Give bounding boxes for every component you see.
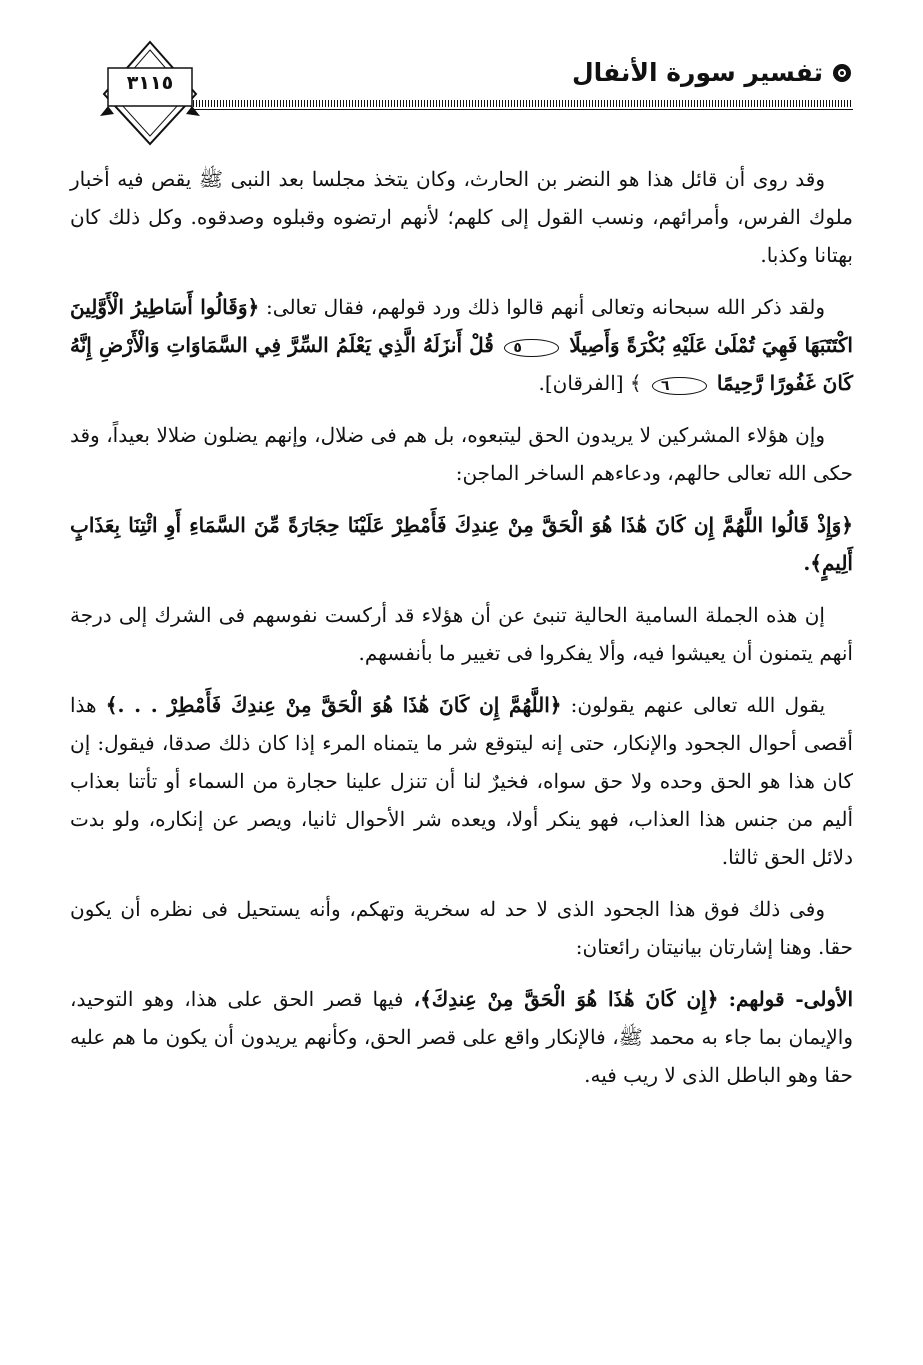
flower-ornament-icon bbox=[831, 62, 853, 84]
quran-inline-2: ﴿إِن كَانَ هَٰذَا هُوَ الْحَقَّ مِنْ عِندِكَ﴾، bbox=[413, 987, 719, 1011]
header-rule-thin bbox=[190, 109, 853, 110]
paragraph-3: وإن هؤلاء المشركين لا يريدون الحق ليتبعوه، بل هم فى ضلال، وإنهم يضلون ضلالا بعيداً، وقد حكى الله تعالى حالهم، ودعاءهم الساخر الماجن: bbox=[70, 423, 853, 485]
paragraph-1: وقد روى أن قائل هذا هو النضر بن الحارث، وكان يتخذ مجلسا بعد النبى ﷺ يقص فيه أخبار ملوك الفرس، وأمرائهم، ونسب القول إلى كلهم؛ لأنهم ارتضوه وقبلوه وصدقوه. وكل ذلك كان بهتانا وكذبا. bbox=[70, 167, 853, 267]
paragraph-8-rest: فيها قصر الحق على هذا، وهو التوحيد، والإيمان بما جاء به محمد ﷺ، فالإنكار واقع على قصر الحق، وكأنهم يريدون أن يكون ما هم عليه حقا وهو الباطل الذى لا ريب فيه. bbox=[70, 987, 853, 1087]
paragraph-8-lead: الأولى- قولهم: bbox=[728, 987, 854, 1011]
paragraph-8 bbox=[70, 980, 853, 1094]
quran-verse-b: قُلْ أَنزَلَهُ الَّذِي يَعْلَمُ السِّرَّ فِي السَّمَاوَاتِ وَالْأَرْضِ إِنَّهُ كَانَ غَفُورًا رَّحِيمًا bbox=[70, 333, 853, 395]
page-number: ٣١١٥ bbox=[126, 72, 174, 94]
paragraph-7: وفى ذلك فوق هذا الجحود الذى لا حد له سخرية وتهكم، وأنه يستحيل فى نظره أن يكون حقا. وهنا إشارتان بيانيتان رائعتان: bbox=[70, 897, 853, 959]
paragraph-2-lead: ولقد ذكر الله سبحانه وتعالى أنهم قالوا ذلك ورد قولهم، فقال تعالى: bbox=[266, 295, 826, 319]
paragraph-2 bbox=[70, 288, 853, 402]
page-header bbox=[100, 38, 853, 148]
header-rule bbox=[190, 100, 853, 107]
verse-number-5: ٥ bbox=[504, 339, 559, 357]
paragraph-5: إن هذه الجملة السامية الحالية تنبئ عن أن هؤلاء قد أركست نفوسهم فى الشرك إلى درجة أنهم يتمنون أن يعيشوا فيه، وألا يفكروا فى تغيير ما بأنفسهم. bbox=[70, 603, 853, 665]
verse-number-6: ٦ bbox=[652, 377, 707, 395]
chapter-title: تفسير سورة الأنفال bbox=[571, 58, 823, 87]
quran-verse-a: ﴿وَقَالُوا أَسَاطِيرُ الْأَوَّلِينَ اكْتَتَبَهَا فَهِيَ تُمْلَىٰ عَلَيْهِ بُكْرَةً وَأَصِيلًا bbox=[70, 295, 853, 357]
paragraph-6-lead: يقول الله تعالى عنهم يقولون: bbox=[570, 693, 826, 717]
page-body bbox=[70, 160, 853, 1108]
quran-quote: ﴿وَإِذْ قَالُوا اللَّهُمَّ إِن كَانَ هَٰذَا هُوَ الْحَقَّ مِنْ عِندِكَ فَأَمْطِرْ عَلَيْنَا حِجَارَةً مِّنَ السَّمَاءِ أَوِ ائْتِنَا بِعَذَابٍ أَلِيمٍ﴾. bbox=[70, 513, 853, 575]
quran-inline: ﴿اللَّهُمَّ إِن كَانَ هَٰذَا هُوَ الْحَقَّ مِنْ عِندِكَ فَأَمْطِرْ . . .﴾ bbox=[105, 693, 562, 717]
quran-source: ﴾ [الفرقان]. bbox=[538, 371, 642, 395]
paragraph-6-rest: هذا أقصى أحوال الجحود والإنكار، حتى إنه ليتوقع شر ما يتمناه المرء إذا كان ذلك صدقا، فيقول: إن كان هذا هو الحق وحده ولا حق سواه، فخيرٌ لنا أن تنزل علينا حجارة من السماء أو تأتنا بعذاب أليم من جنس هذا العذاب، فهو ينكر أولا، ويعده شر الأحوال ثانيا، ويصر عن إنكاره، ولو بدت دلائل الحق ثالثا. bbox=[70, 693, 853, 869]
paragraph-6 bbox=[70, 686, 853, 876]
